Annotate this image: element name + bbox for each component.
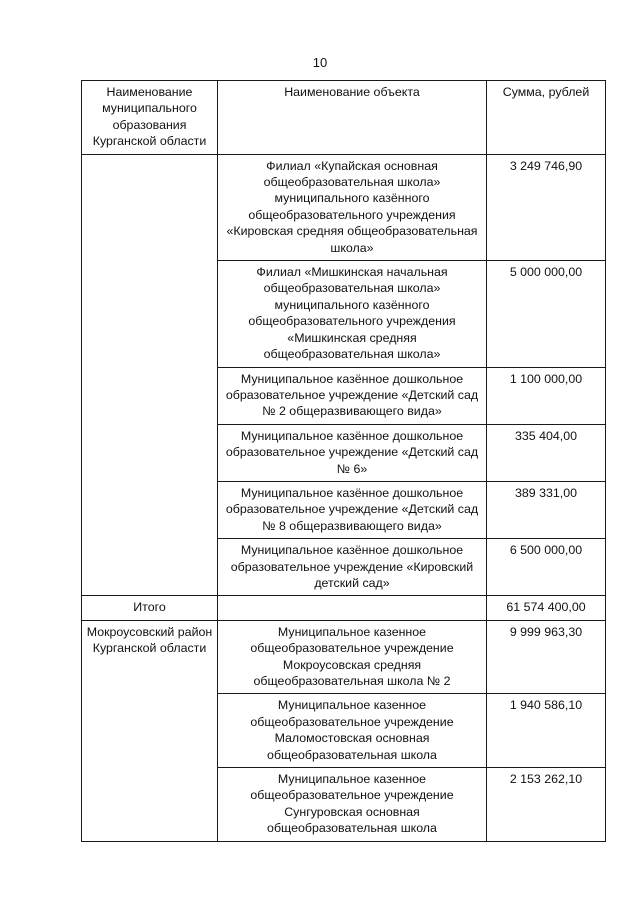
- table-row: [82, 154, 606, 260]
- header-sum: Сумма, рублей: [487, 81, 606, 155]
- page-number: 10: [312, 55, 328, 70]
- municipality-cell: Мокроусовский район Курганской области: [82, 620, 218, 841]
- total-row: [82, 596, 606, 620]
- municipality-cell-empty: [82, 154, 218, 596]
- amount-cell: 1 100 000,00: [487, 367, 606, 424]
- funding-table: [81, 80, 606, 842]
- header-municipality: Наименование муниципального образования Курганской области: [82, 81, 218, 155]
- table-header-row: [82, 81, 606, 155]
- amount-cell: 389 331,00: [487, 481, 606, 538]
- amount-cell: 1 940 586,10: [487, 694, 606, 768]
- amount-cell: 335 404,00: [487, 424, 606, 481]
- amount-cell: 2 153 262,10: [487, 768, 606, 842]
- object-cell: Муниципальное казенное общеобразовательное учреждение Сунгуровская основная общеобразовательная школа: [218, 768, 487, 842]
- amount-cell: 6 500 000,00: [487, 539, 606, 596]
- amount-cell: 5 000 000,00: [487, 261, 606, 367]
- object-cell: Муниципальное казенное общеобразовательное учреждение Маломостовская основная общеобразовательная школа: [218, 694, 487, 768]
- header-object: Наименование объекта: [218, 81, 487, 155]
- total-object-empty: [218, 596, 487, 620]
- object-cell: Муниципальное казённое дошкольное образовательное учреждение «Детский сад № 6»: [218, 424, 487, 481]
- object-cell: Муниципальное казённое дошкольное образовательное учреждение «Кировский детский сад»: [218, 539, 487, 596]
- object-cell: Муниципальное казённое дошкольное образовательное учреждение «Детский сад № 2 общеразвивающего вида»: [218, 367, 487, 424]
- object-cell: Муниципальное казенное общеобразовательное учреждение Мокроусовская средняя общеобразовательная школа № 2: [218, 620, 487, 694]
- table-row: [82, 620, 606, 694]
- total-amount: 61 574 400,00: [487, 596, 606, 620]
- amount-cell: 9 999 963,30: [487, 620, 606, 694]
- object-cell: Филиал «Мишкинская начальная общеобразовательная школа» муниципального казённого общеобразовательного учреждения «Мишкинская средняя общеобразовательная школа»: [218, 261, 487, 367]
- total-label: Итого: [82, 596, 218, 620]
- object-cell: Филиал «Купайская основная общеобразовательная школа» муниципального казённого общеобразовательного учреждения «Кировская средняя общеобразовательная школа»: [218, 154, 487, 260]
- amount-cell: 3 249 746,90: [487, 154, 606, 260]
- object-cell: Муниципальное казённое дошкольное образовательное учреждение «Детский сад № 8 общеразвивающего вида»: [218, 481, 487, 538]
